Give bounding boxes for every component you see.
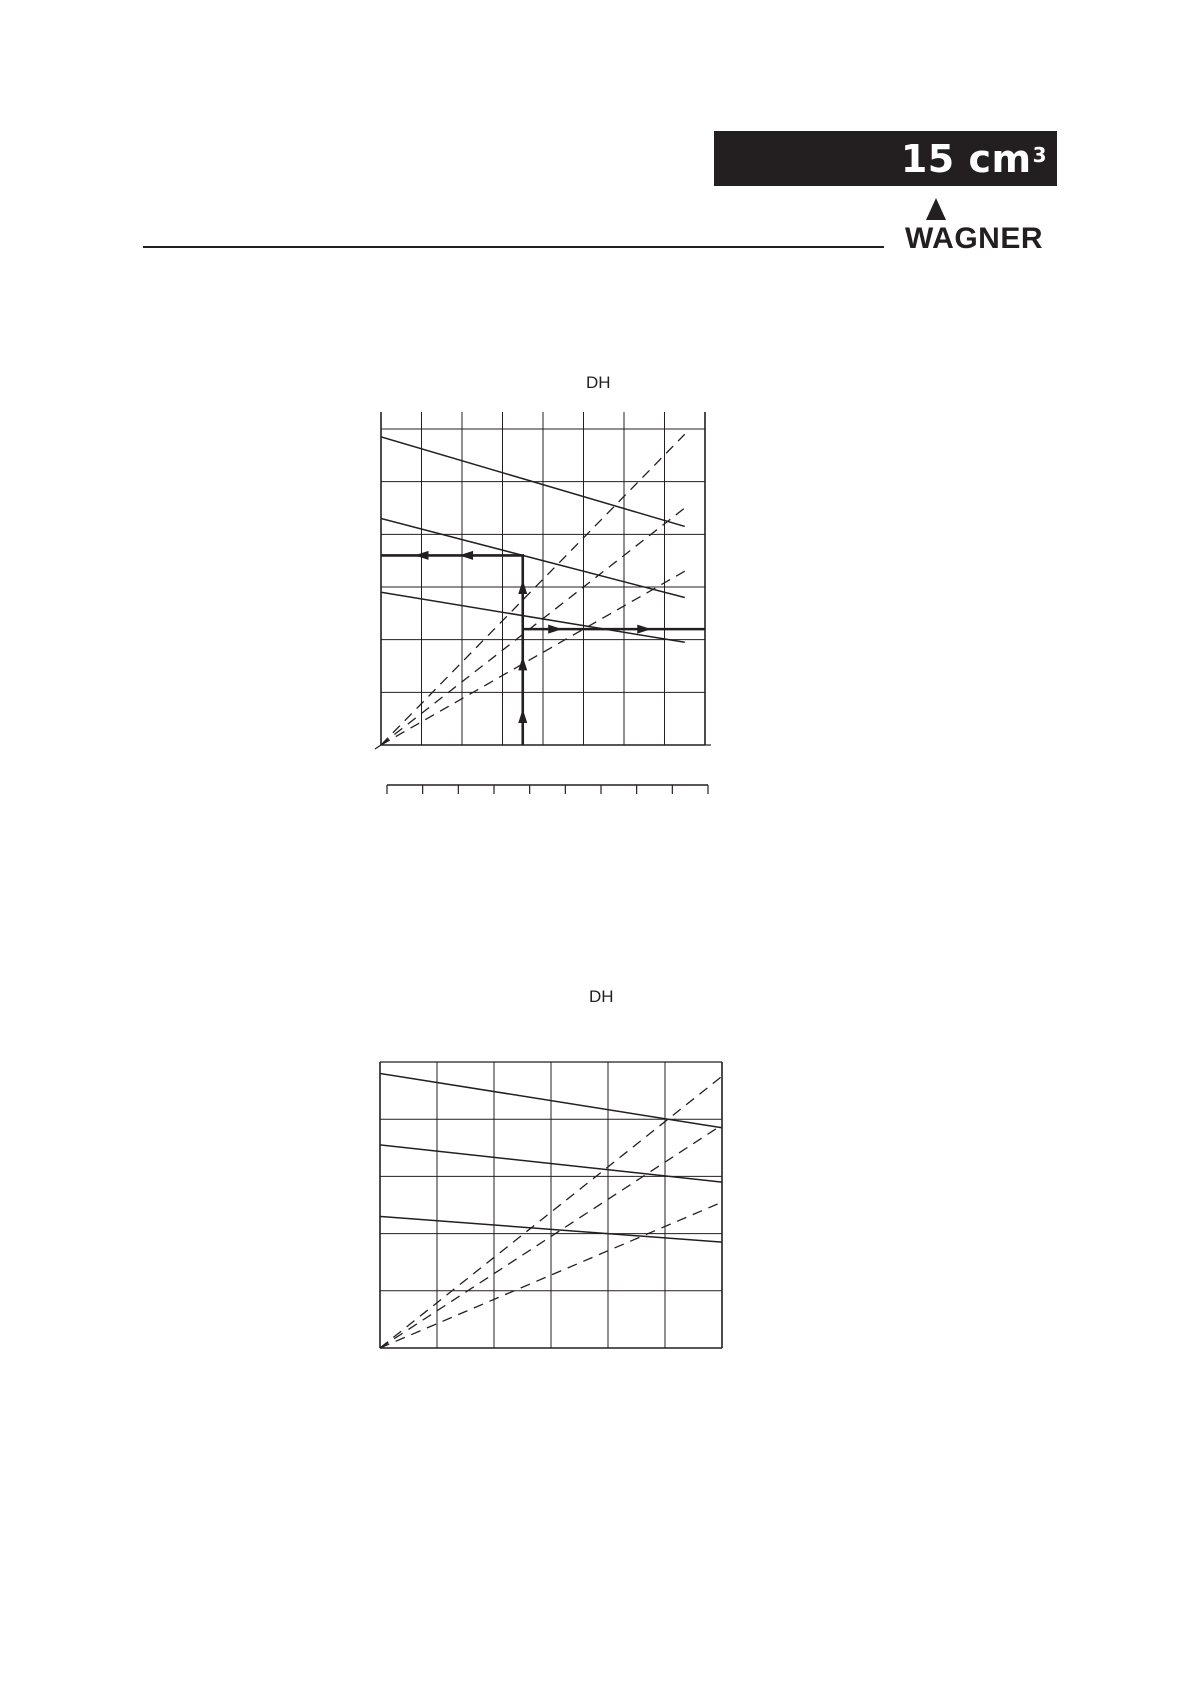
- chart-2-title: DH: [589, 987, 614, 1006]
- chart-1-title: DH: [586, 373, 611, 392]
- chart-1-arrow-up-icon: [518, 709, 527, 723]
- chart-1: [375, 412, 711, 794]
- chart-1-series-6-line: [381, 571, 685, 745]
- chart-1-arrow-up-icon: [518, 656, 527, 670]
- badge-number: 15 cm: [900, 136, 1032, 181]
- chart-1-series-4-line: [381, 434, 685, 745]
- chart-1-arrow-right-icon: [637, 625, 651, 634]
- chart-1-arrow-left-icon: [459, 551, 473, 560]
- logo-text: WAGNER: [905, 222, 1043, 250]
- chart-1-origin-tick: [375, 745, 381, 749]
- chart-1-arrow-right-icon: [548, 625, 562, 634]
- chart-1-series-3-line: [381, 592, 685, 642]
- chart-2: [380, 1062, 722, 1348]
- badge-superscript: 3: [1032, 142, 1047, 167]
